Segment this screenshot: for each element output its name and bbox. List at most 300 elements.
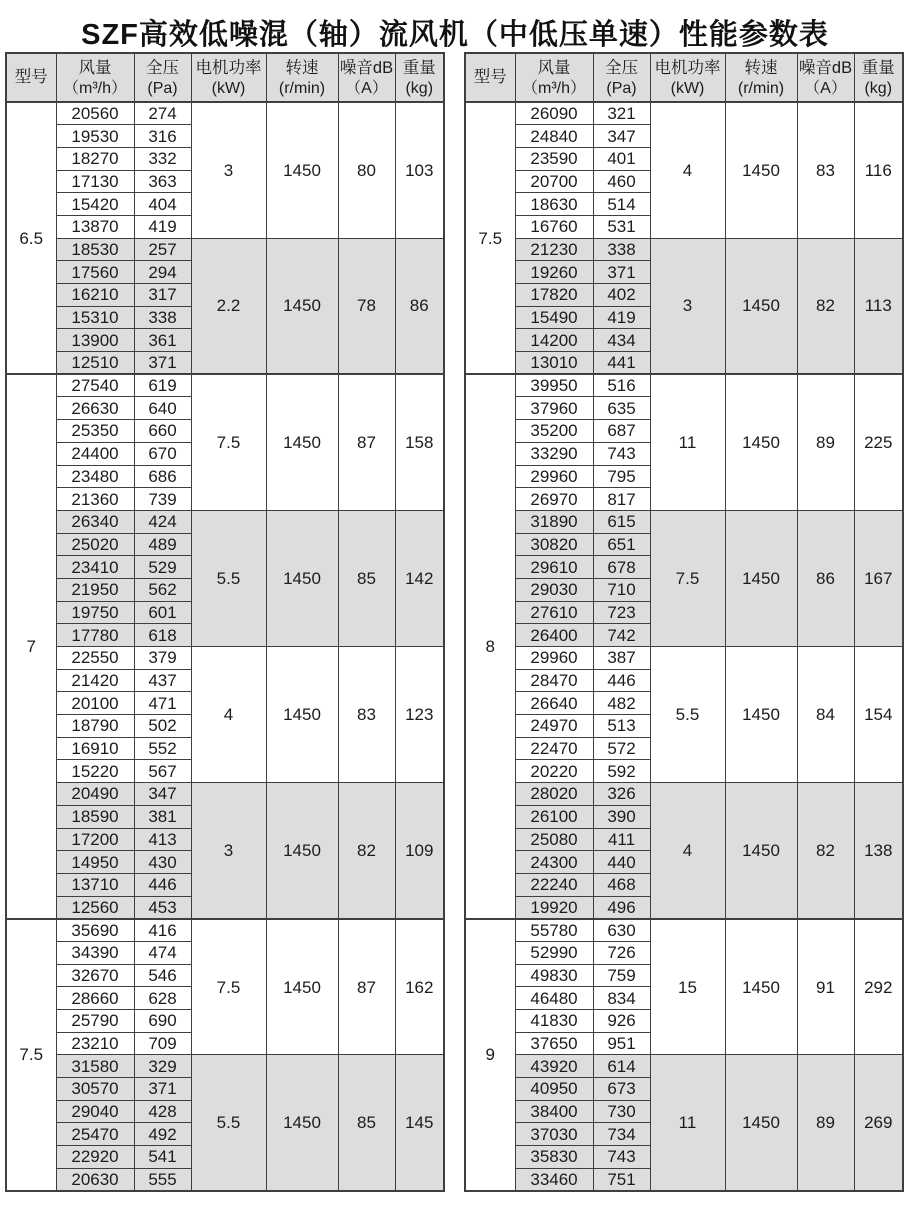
pressure-cell: 686 (134, 465, 191, 488)
col-header-model (465, 53, 515, 102)
col-header-airflow-line1: 风量 (537, 58, 571, 77)
airflow-cell: 29030 (515, 578, 593, 601)
power-cell: 5.5 (191, 510, 266, 646)
col-header-pressure (134, 53, 191, 102)
noise-cell: 83 (797, 102, 854, 238)
pressure-cell: 562 (134, 578, 191, 601)
pressure-cell: 651 (593, 533, 650, 556)
airflow-cell: 14200 (515, 329, 593, 352)
pressure-cell: 274 (134, 102, 191, 125)
pressure-cell: 424 (134, 510, 191, 533)
airflow-cell: 23410 (56, 556, 134, 579)
col-header-model (6, 53, 56, 102)
airflow-cell: 13870 (56, 215, 134, 238)
pressure-cell: 338 (134, 306, 191, 329)
pressure-cell: 361 (134, 329, 191, 352)
airflow-cell: 35690 (56, 919, 134, 942)
table-row (465, 238, 903, 261)
weight-cell: 138 (854, 783, 903, 919)
col-header-pressure-line2: (Pa) (606, 79, 637, 97)
col-header-pressure-line1: 全压 (146, 58, 179, 77)
pressure-cell: 471 (134, 692, 191, 715)
airflow-cell: 14950 (56, 851, 134, 874)
model-cell: 7.5 (6, 919, 56, 1191)
speed-cell: 1450 (725, 102, 797, 238)
power-cell: 7.5 (650, 510, 725, 646)
pressure-cell: 592 (593, 760, 650, 783)
airflow-cell: 20560 (56, 102, 134, 125)
pressure-cell: 567 (134, 760, 191, 783)
pressure-cell: 730 (593, 1100, 650, 1123)
airflow-cell: 28020 (515, 783, 593, 806)
airflow-cell: 15490 (515, 306, 593, 329)
col-header-weight (395, 53, 444, 102)
col-header-power-line2: (kW) (211, 79, 246, 97)
col-header-airflow-line1: 风量 (78, 58, 112, 77)
airflow-cell: 18790 (56, 715, 134, 738)
pressure-cell: 401 (593, 147, 650, 170)
airflow-cell: 26630 (56, 397, 134, 420)
pressure-cell: 690 (134, 1010, 191, 1033)
airflow-cell: 55780 (515, 919, 593, 942)
speed-cell: 1450 (725, 919, 797, 1055)
header-row (465, 53, 903, 102)
power-cell: 4 (650, 102, 725, 238)
pressure-cell: 413 (134, 828, 191, 851)
airflow-cell: 16910 (56, 737, 134, 760)
col-header-speed-line1: 转速 (285, 58, 319, 77)
col-header-pressure-line2: (Pa) (147, 79, 178, 97)
page-title: SZF高效低噪混（轴）流风机（中低压单速）性能参数表 (81, 19, 829, 51)
pressure-cell: 474 (134, 941, 191, 964)
table-row (465, 102, 903, 125)
airflow-cell: 25020 (56, 533, 134, 556)
noise-cell: 82 (797, 783, 854, 919)
airflow-cell: 31890 (515, 510, 593, 533)
airflow-cell: 33290 (515, 442, 593, 465)
airflow-cell: 13010 (515, 352, 593, 375)
pressure-cell: 496 (593, 896, 650, 919)
speed-cell: 1450 (725, 510, 797, 646)
airflow-cell: 20630 (56, 1168, 134, 1191)
airflow-cell: 46480 (515, 987, 593, 1010)
pressure-cell: 434 (593, 329, 650, 352)
col-header-model-line1: 型号 (473, 68, 507, 86)
power-cell: 7.5 (191, 919, 266, 1055)
power-cell: 11 (650, 1055, 725, 1191)
weight-cell: 103 (395, 102, 444, 238)
pressure-cell: 615 (593, 510, 650, 533)
col-header-noise-line1: 噪音dB (339, 58, 394, 77)
pressure-cell: 326 (593, 783, 650, 806)
col-header-speed-line1: 转速 (744, 58, 778, 77)
speed-cell: 1450 (266, 510, 338, 646)
pressure-cell: 723 (593, 601, 650, 624)
airflow-cell: 18270 (56, 147, 134, 170)
airflow-cell: 21230 (515, 238, 593, 261)
pressure-cell: 795 (593, 465, 650, 488)
pressure-cell: 516 (593, 374, 650, 397)
col-header-speed (725, 53, 797, 102)
pressure-cell: 742 (593, 624, 650, 647)
weight-cell: 167 (854, 510, 903, 646)
pressure-cell: 572 (593, 737, 650, 760)
col-header-weight-line1: 重量 (861, 58, 895, 77)
table-row (6, 1055, 444, 1078)
weight-cell: 158 (395, 374, 444, 510)
noise-cell: 83 (338, 647, 395, 783)
airflow-cell: 49830 (515, 964, 593, 987)
pressure-cell: 759 (593, 964, 650, 987)
col-header-airflow-line2: （m³/h） (62, 79, 127, 97)
pressure-cell: 363 (134, 170, 191, 193)
airflow-cell: 24840 (515, 125, 593, 148)
pressure-cell: 709 (134, 1032, 191, 1055)
pressure-cell: 441 (593, 352, 650, 375)
power-cell: 3 (191, 102, 266, 238)
pressure-cell: 371 (134, 1078, 191, 1101)
pressure-cell: 379 (134, 647, 191, 670)
airflow-cell: 29610 (515, 556, 593, 579)
pressure-cell: 347 (134, 783, 191, 806)
table-row (6, 919, 444, 942)
power-cell: 15 (650, 919, 725, 1055)
header-row (6, 53, 444, 102)
noise-cell: 82 (797, 238, 854, 374)
airflow-cell: 29960 (515, 465, 593, 488)
table-row (465, 919, 903, 942)
pressure-cell: 660 (134, 420, 191, 443)
col-header-weight-line2: (kg) (405, 79, 434, 97)
tables-container (0, 52, 910, 1192)
pressure-cell: 640 (134, 397, 191, 420)
table-row (6, 510, 444, 533)
airflow-cell: 25350 (56, 420, 134, 443)
speed-cell: 1450 (266, 102, 338, 238)
airflow-cell: 13710 (56, 873, 134, 896)
col-header-model-line1: 型号 (14, 68, 48, 86)
airflow-cell: 37960 (515, 397, 593, 420)
airflow-cell: 18630 (515, 193, 593, 216)
model-cell: 6.5 (6, 102, 56, 374)
airflow-cell: 17820 (515, 284, 593, 307)
pressure-cell: 739 (134, 488, 191, 511)
airflow-cell: 37030 (515, 1123, 593, 1146)
airflow-cell: 26090 (515, 102, 593, 125)
pressure-cell: 446 (593, 669, 650, 692)
airflow-cell: 27540 (56, 374, 134, 397)
airflow-cell: 15310 (56, 306, 134, 329)
col-header-noise-line2: （A） (804, 79, 847, 97)
weight-cell: 162 (395, 919, 444, 1055)
speed-cell: 1450 (266, 647, 338, 783)
airflow-cell: 39950 (515, 374, 593, 397)
airflow-cell: 12560 (56, 896, 134, 919)
pressure-cell: 440 (593, 851, 650, 874)
weight-cell: 86 (395, 238, 444, 374)
airflow-cell: 26970 (515, 488, 593, 511)
noise-cell: 86 (797, 510, 854, 646)
airflow-cell: 17200 (56, 828, 134, 851)
airflow-cell: 52990 (515, 941, 593, 964)
pressure-cell: 419 (134, 215, 191, 238)
airflow-cell: 35830 (515, 1146, 593, 1169)
airflow-cell: 24300 (515, 851, 593, 874)
airflow-cell: 37650 (515, 1032, 593, 1055)
col-header-power-line2: (kW) (670, 79, 705, 97)
model-cell: 9 (465, 919, 515, 1191)
airflow-cell: 22470 (515, 737, 593, 760)
noise-cell: 87 (338, 374, 395, 510)
performance-table-right (464, 52, 904, 1192)
pressure-cell: 601 (134, 601, 191, 624)
pressure-cell: 317 (134, 284, 191, 307)
col-header-noise-line1: 噪音dB (798, 58, 853, 77)
airflow-cell: 20100 (56, 692, 134, 715)
pressure-cell: 734 (593, 1123, 650, 1146)
col-header-airflow (56, 53, 134, 102)
speed-cell: 1450 (725, 238, 797, 374)
pressure-cell: 402 (593, 284, 650, 307)
airflow-cell: 22550 (56, 647, 134, 670)
airflow-cell: 19920 (515, 896, 593, 919)
pressure-cell: 446 (134, 873, 191, 896)
airflow-cell: 26640 (515, 692, 593, 715)
col-header-power (650, 53, 725, 102)
power-cell: 5.5 (191, 1055, 266, 1191)
weight-cell: 154 (854, 647, 903, 783)
pressure-cell: 630 (593, 919, 650, 942)
pressure-cell: 329 (134, 1055, 191, 1078)
airflow-cell: 12510 (56, 352, 134, 375)
table-row (465, 783, 903, 806)
power-cell: 7.5 (191, 374, 266, 510)
airflow-cell: 15220 (56, 760, 134, 783)
pressure-cell: 951 (593, 1032, 650, 1055)
pressure-cell: 468 (593, 873, 650, 896)
power-cell: 3 (191, 783, 266, 919)
airflow-cell: 26340 (56, 510, 134, 533)
col-header-noise-line2: （A） (345, 79, 388, 97)
noise-cell: 89 (797, 1055, 854, 1191)
noise-cell: 89 (797, 374, 854, 510)
pressure-cell: 618 (134, 624, 191, 647)
pressure-cell: 817 (593, 488, 650, 511)
col-header-power-line1: 电机功率 (654, 58, 721, 77)
pressure-cell: 710 (593, 578, 650, 601)
col-header-speed (266, 53, 338, 102)
noise-cell: 87 (338, 919, 395, 1055)
pressure-cell: 834 (593, 987, 650, 1010)
performance-table-left (5, 52, 445, 1192)
airflow-cell: 17560 (56, 261, 134, 284)
power-cell: 4 (191, 647, 266, 783)
noise-cell: 84 (797, 647, 854, 783)
airflow-cell: 31580 (56, 1055, 134, 1078)
pressure-cell: 502 (134, 715, 191, 738)
speed-cell: 1450 (725, 647, 797, 783)
weight-cell: 145 (395, 1055, 444, 1191)
airflow-cell: 32670 (56, 964, 134, 987)
table-row (465, 647, 903, 670)
table-row (6, 374, 444, 397)
pressure-cell: 347 (593, 125, 650, 148)
airflow-cell: 23480 (56, 465, 134, 488)
speed-cell: 1450 (266, 238, 338, 374)
noise-cell: 85 (338, 510, 395, 646)
airflow-cell: 38400 (515, 1100, 593, 1123)
power-cell: 5.5 (650, 647, 725, 783)
pressure-cell: 316 (134, 125, 191, 148)
weight-cell: 109 (395, 783, 444, 919)
airflow-cell: 15420 (56, 193, 134, 216)
airflow-cell: 33460 (515, 1168, 593, 1191)
airflow-cell: 25080 (515, 828, 593, 851)
pressure-cell: 371 (593, 261, 650, 284)
pressure-cell: 513 (593, 715, 650, 738)
airflow-cell: 28660 (56, 987, 134, 1010)
power-cell: 2.2 (191, 238, 266, 374)
speed-cell: 1450 (725, 1055, 797, 1191)
pressure-cell: 552 (134, 737, 191, 760)
airflow-cell: 13900 (56, 329, 134, 352)
airflow-cell: 23590 (515, 147, 593, 170)
pressure-cell: 411 (593, 828, 650, 851)
pressure-cell: 635 (593, 397, 650, 420)
airflow-cell: 16760 (515, 215, 593, 238)
pressure-cell: 332 (134, 147, 191, 170)
airflow-cell: 22240 (515, 873, 593, 896)
weight-cell: 269 (854, 1055, 903, 1191)
pressure-cell: 437 (134, 669, 191, 692)
airflow-cell: 17780 (56, 624, 134, 647)
airflow-cell: 21420 (56, 669, 134, 692)
pressure-cell: 743 (593, 442, 650, 465)
pressure-cell: 387 (593, 647, 650, 670)
noise-cell: 91 (797, 919, 854, 1055)
pressure-cell: 726 (593, 941, 650, 964)
airflow-cell: 20220 (515, 760, 593, 783)
airflow-cell: 25790 (56, 1010, 134, 1033)
airflow-cell: 27610 (515, 601, 593, 624)
pressure-cell: 416 (134, 919, 191, 942)
airflow-cell: 19530 (56, 125, 134, 148)
airflow-cell: 40950 (515, 1078, 593, 1101)
pressure-cell: 529 (134, 556, 191, 579)
airflow-cell: 28470 (515, 669, 593, 692)
pressure-cell: 430 (134, 851, 191, 874)
table-row (465, 374, 903, 397)
noise-cell: 85 (338, 1055, 395, 1191)
airflow-cell: 24400 (56, 442, 134, 465)
pressure-cell: 390 (593, 805, 650, 828)
pressure-cell: 428 (134, 1100, 191, 1123)
airflow-cell: 22920 (56, 1146, 134, 1169)
table-row (6, 783, 444, 806)
model-cell: 8 (465, 374, 515, 919)
pressure-cell: 492 (134, 1123, 191, 1146)
airflow-cell: 30820 (515, 533, 593, 556)
airflow-cell: 24970 (515, 715, 593, 738)
power-cell: 4 (650, 783, 725, 919)
pressure-cell: 926 (593, 1010, 650, 1033)
airflow-cell: 30570 (56, 1078, 134, 1101)
speed-cell: 1450 (266, 1055, 338, 1191)
table-row (6, 647, 444, 670)
col-header-weight-line1: 重量 (402, 58, 436, 77)
pressure-cell: 257 (134, 238, 191, 261)
pressure-cell: 338 (593, 238, 650, 261)
airflow-cell: 20490 (56, 783, 134, 806)
airflow-cell: 19260 (515, 261, 593, 284)
speed-cell: 1450 (725, 374, 797, 510)
noise-cell: 80 (338, 102, 395, 238)
table-row (6, 238, 444, 261)
pressure-cell: 670 (134, 442, 191, 465)
table-row (465, 1055, 903, 1078)
col-header-speed-line2: (r/min) (737, 79, 785, 97)
weight-cell: 116 (854, 102, 903, 238)
airflow-cell: 34390 (56, 941, 134, 964)
col-header-weight-line2: (kg) (864, 79, 893, 97)
speed-cell: 1450 (725, 783, 797, 919)
airflow-cell: 18590 (56, 805, 134, 828)
pressure-cell: 381 (134, 805, 191, 828)
airflow-cell: 43920 (515, 1055, 593, 1078)
pressure-cell: 673 (593, 1078, 650, 1101)
pressure-cell: 294 (134, 261, 191, 284)
noise-cell: 78 (338, 238, 395, 374)
weight-cell: 225 (854, 374, 903, 510)
pressure-cell: 541 (134, 1146, 191, 1169)
pressure-cell: 482 (593, 692, 650, 715)
airflow-cell: 18530 (56, 238, 134, 261)
airflow-cell: 17130 (56, 170, 134, 193)
col-header-noise (338, 53, 395, 102)
model-cell: 7 (6, 374, 56, 919)
noise-cell: 82 (338, 783, 395, 919)
col-header-airflow (515, 53, 593, 102)
pressure-cell: 546 (134, 964, 191, 987)
pressure-cell: 489 (134, 533, 191, 556)
airflow-cell: 26100 (515, 805, 593, 828)
pressure-cell: 614 (593, 1055, 650, 1078)
pressure-cell: 555 (134, 1168, 191, 1191)
col-header-airflow-line2: （m³/h） (521, 79, 586, 97)
col-header-pressure (593, 53, 650, 102)
airflow-cell: 19750 (56, 601, 134, 624)
col-header-noise (797, 53, 854, 102)
airflow-cell: 21950 (56, 578, 134, 601)
pressure-cell: 514 (593, 193, 650, 216)
pressure-cell: 419 (593, 306, 650, 329)
airflow-cell: 20700 (515, 170, 593, 193)
speed-cell: 1450 (266, 783, 338, 919)
pressure-cell: 453 (134, 896, 191, 919)
pressure-cell: 628 (134, 987, 191, 1010)
airflow-cell: 41830 (515, 1010, 593, 1033)
airflow-cell: 23210 (56, 1032, 134, 1055)
col-header-power (191, 53, 266, 102)
pressure-cell: 619 (134, 374, 191, 397)
table-row (6, 102, 444, 125)
airflow-cell: 26400 (515, 624, 593, 647)
col-header-pressure-line1: 全压 (605, 58, 638, 77)
model-cell: 7.5 (465, 102, 515, 374)
pressure-cell: 751 (593, 1168, 650, 1191)
col-header-power-line1: 电机功率 (195, 58, 262, 77)
col-header-weight (854, 53, 903, 102)
